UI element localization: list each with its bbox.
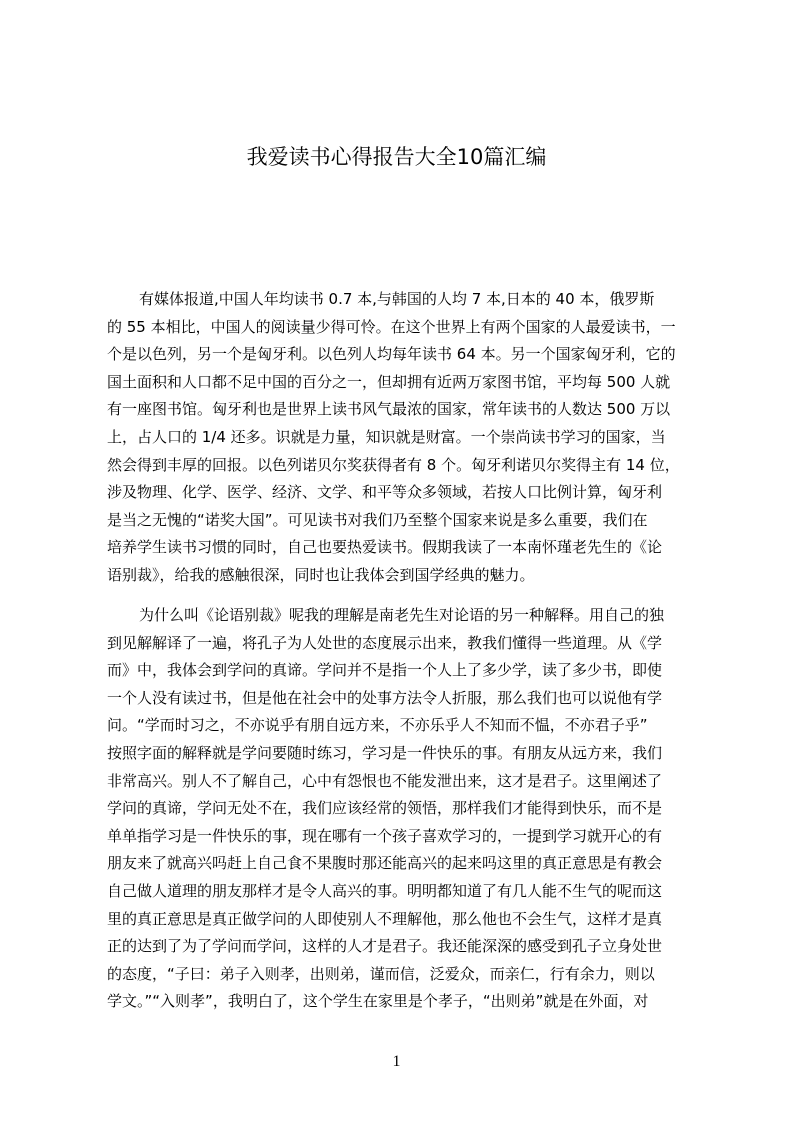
paragraph-1-line-10: 培养学生读书习惯的同时，自己也要热爱读书。假期我读了一本南怀瑾老先生的《论 — [107, 538, 663, 557]
paragraph-1-line-2: 的 55 本相比，中国人的阅读量少得可怜。在这个世界上有两个国家的人最爱读书，一 — [107, 317, 676, 336]
paragraph-2-line-11: 自己做人道理的朋友那样才是令人高兴的事。明明都知道了有几人能不生气的呢而这 — [107, 881, 663, 900]
paragraph-2-line-8: 学问的真谛，学问无处不在，我们应该经常的领悟，那样我们才能得到快乐，而不是 — [107, 799, 663, 818]
paragraph-1-line-6: 上，占人口的 1/4 还多。识就是力量，知识就是财富。一个崇尚读书学习的国家，当 — [107, 427, 666, 446]
paragraph-2-line-13: 正的达到了为了学问而学问，这样的人才是君子。我还能深深的感受到孔子立身处世 — [107, 937, 663, 956]
paragraph-2-line-14: 的态度，“子曰：弟子入则孝，出则弟，谨而信，泛爱众，而亲仁，行有余力，则以 — [107, 964, 655, 983]
paragraph-2-line-3: 而》中，我体会到学问的真谛。学问并不是指一个人上了多少学，读了多少书，即使 — [107, 661, 663, 680]
paragraph-2 — [107, 602, 699, 1016]
paragraph-1-line-3: 个是以色列，另一个是匈牙利。以色列人均每年读书 64 本。另一个国家匈牙利，它的 — [107, 345, 676, 364]
paragraph-2-line-9: 单单指学习是一件快乐的事，现在哪有一个孩子喜欢学习的，一提到学习就开心的有 — [107, 826, 663, 845]
paragraph-2-line-4: 一个人没有读过书，但是他在社会中的处事方法令人折服，那么我们也可以说他有学 — [107, 688, 663, 707]
paragraph-2-line-15: 学文。”“入则孝”，我明白了，这个学生在家里是个孝子，“出则弟”就是在外面，对 — [107, 992, 649, 1011]
paragraph-1-line-5: 有一座图书馆。匈牙利也是世界上读书风气最浓的国家，常年读书的人数达 500 万以 — [107, 400, 671, 419]
paragraph-1-line-7: 然会得到丰厚的回报。以色列诺贝尔奖获得者有 8 个。匈牙利诺贝尔奖得主有 14 位， — [107, 455, 680, 474]
paragraph-1 — [107, 286, 699, 590]
paragraph-2-line-6: 按照字面的解释就是学问要随时练习，学习是一件快乐的事。有朋友从远方来，我们 — [107, 743, 663, 762]
document-title: 我爱读书心得报告大全10篇汇编 — [246, 145, 547, 169]
page-number: 1 — [392, 1053, 401, 1070]
paragraph-2-line-5: 问。“学而时习之，不亦说乎有朋自远方来，不亦乐乎人不知而不愠，不亦君子乎” — [107, 716, 648, 735]
paragraph-2-line-7: 非常高兴。别人不了解自己，心中有怨恨也不能发泄出来，这才是君子。这里阐述了 — [107, 771, 663, 790]
paragraph-2-line-2: 到见解解译了一遍，将孔子为人处世的态度展示出来，教我们懂得一些道理。从《学 — [107, 633, 663, 652]
paragraph-1-line-1: 有媒体报道,中国人年均读书 0.7 本,与韩国的人均 7 本,日本的 40 本，俄罗斯 — [139, 290, 655, 308]
paragraph-1-line-8: 涉及物理、化学、医学、经济、文学、和平等众多领域，若按人口比例计算，匈牙利 — [107, 483, 663, 502]
paragraph-1-line-4: 国土面积和人口都不足中国的百分之一，但却拥有近两万家图书馆，平均每 500 人就 — [107, 372, 671, 391]
paragraph-1-line-9: 是当之无愧的“诺奖大国”。可见读书对我们乃至整个国家来说是多么重要，我们在 — [107, 510, 648, 529]
paragraph-2-line-1: 为什么叫《论语别裁》呢我的理解是南老先生对论语的另一种解释。用自己的独 — [139, 606, 665, 624]
paragraph-2-line-12: 里的真正意思是真正做学问的人即使别人不理解他，那么他也不会生气，这样才是真 — [107, 909, 663, 928]
paragraph-2-line-10: 朋友来了就高兴吗赶上自己食不果腹时那还能高兴的起来吗这里的真正意思是有教会 — [107, 854, 663, 873]
paragraph-1-line-11: 语别裁》，给我的感触很深，同时也让我体会到国学经典的魅力。 — [107, 565, 535, 584]
